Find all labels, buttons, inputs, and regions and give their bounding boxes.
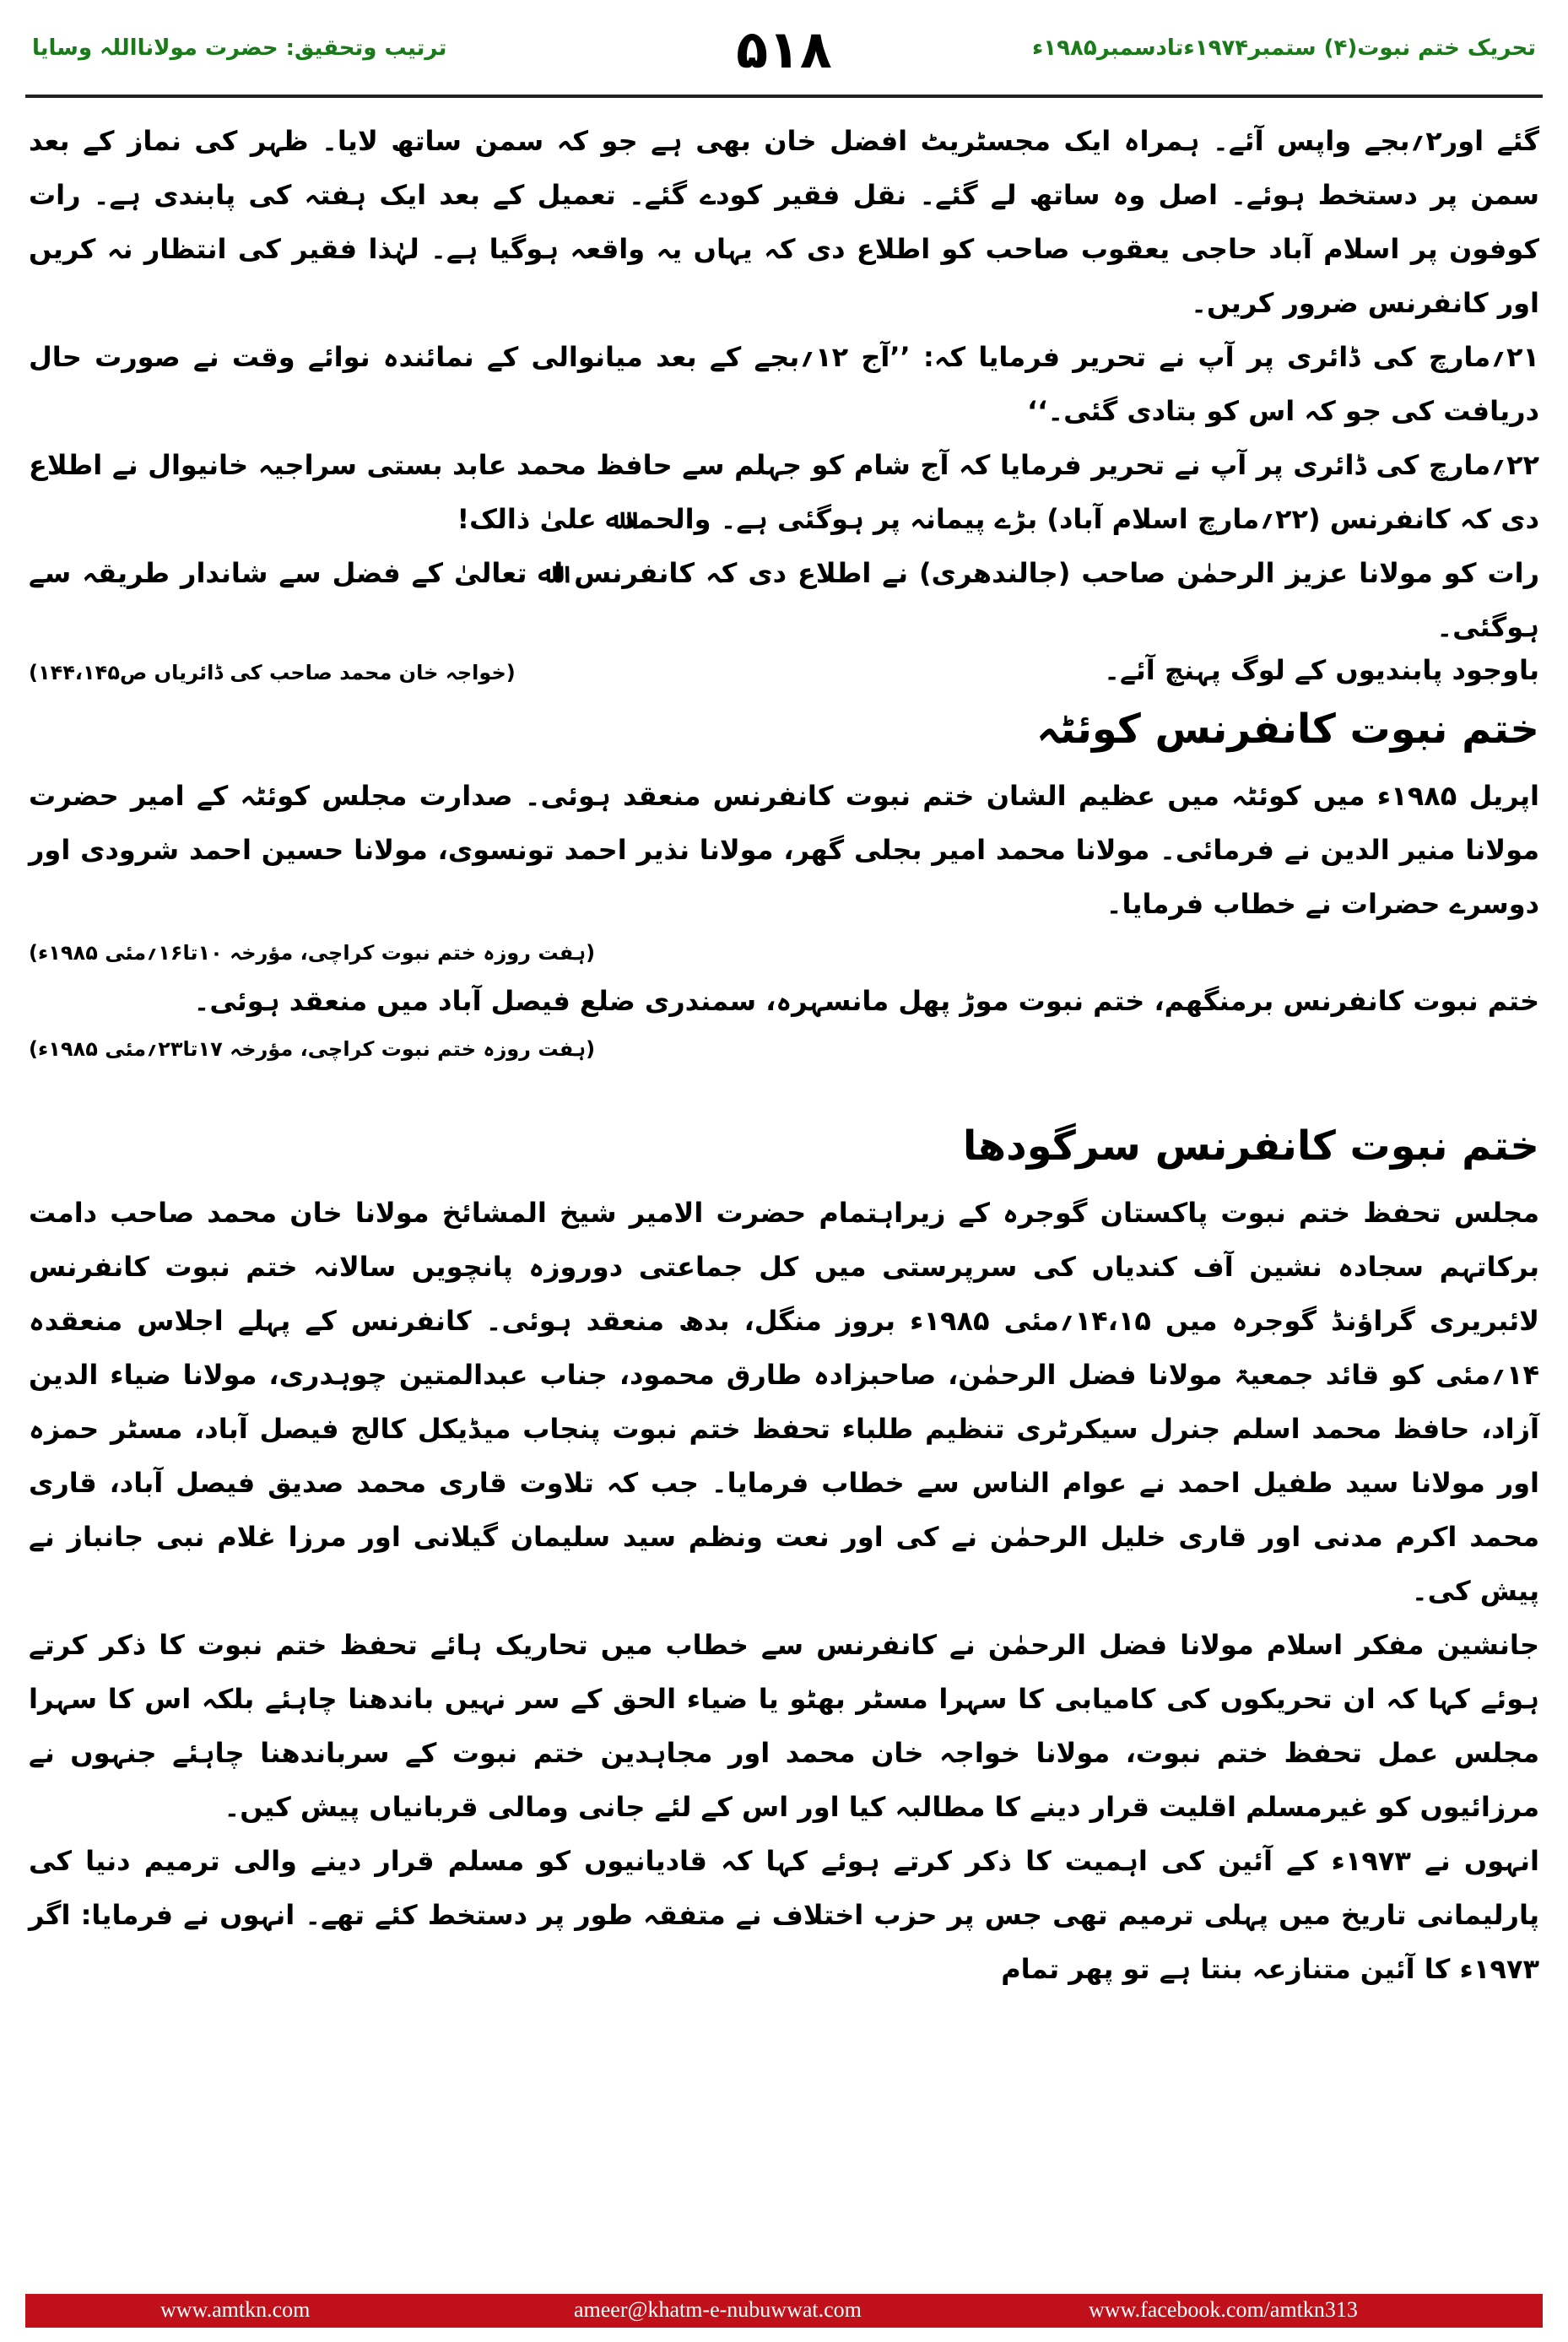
paragraph-3: ۲۲؍مارچ کی ڈائری پر آپ نے تحریر فرمایا کہ آج شام کو جہلم سے حافظ محمد عابد بستی سراجیہ خانیوال نے اطلاع دی کہ کانفرنس (۲۲؍مارچ اسلام آباد) بڑے پیمانہ پر ہوگئی ہے۔ والحمدﷲ علیٰ ذالک! [29,449,1539,535]
section-heading-quetta: ختم نبوت کانفرنس کوئٹہ [1036,706,1539,753]
paragraph-6: ختم نبوت کانفرنس برمنگھم، ختم نبوت موڑ پھل مانسہرہ، سمندری ضلع فیصل آباد میں منعقد ہوئی۔ [193,985,1539,1017]
page-body [29,114,1539,1996]
footer-email-link[interactable]: ameer@khatm-e-nubuwwat.com [574,2297,862,2322]
header-divider [25,95,1543,98]
page-footer [25,2294,1543,2328]
paragraph-4-tail: باوجود پابندیوں کے لوگ پہنچ آئے۔ [1104,654,1539,686]
paragraph-6-source: (ہفت روزہ ختم نبوت کراچی، مؤرخہ ۱۷تا۲۳؍مئی ۱۹۸۵ء) [29,1037,596,1061]
series-title: تحریک ختم نبوت(۴) ستمبر۱۹۷۴ءتادسمبر۱۹۸۵ء [1031,35,1536,61]
footer-facebook-link[interactable]: www.facebook.com/amtkn313 [1089,2297,1358,2322]
compiler-credit: ترتیب وتحقیق: حضرت مولانااللہ وسایا [32,35,447,61]
page-header [0,0,1568,93]
section-heading-sargodha: ختم نبوت کانفرنس سرگودھا [962,1122,1539,1170]
paragraph-2: ۲۱؍مارچ کی ڈائری پر آپ نے تحریر فرمایا کہ: ’’آج ۱۲؍بجے کے بعد میانوالی کے نمائندہ نوائے وقت نے صورت حال دریافت کی جو کہ اس کو بتادی گئی۔‘‘ [29,341,1540,427]
footer-website-link[interactable]: www.amtkn.com [160,2297,311,2322]
paragraph-1: گئے اور۲؍بجے واپس آئے۔ ہمراہ ایک مجسٹریٹ افضل خان بھی ہے جو کہ سمن ساتھ لایا۔ ظہر کی نماز کے بعد سمن پر دستخط ہوئے۔ اصل وہ ساتھ لے گئے۔ نقل فقیر کودے گئے۔ تعمیل کے بعد ایک ہفتہ کی پابندی ہے۔ رات کوفون پر اسلام آباد حاجی یعقوب صاحب کو اطلاع دی کہ یہاں یہ واقعہ ہوگیا ہے۔ لہٰذا فقیر کی انتظار نہ کریں اور کانفرنس ضرور کریں۔ [29,125,1540,319]
page-number: ۵۱۸ [736,19,832,80]
paragraph-4-tail-row [29,654,1539,686]
paragraph-5: اپریل ۱۹۸۵ء میں کوئٹہ میں عظیم الشان ختم نبوت کانفرنس منعقد ہوئی۔ صدارت مجلس کوئٹہ کے امیر حضرت مولانا منیر الدین نے فرمائی۔ مولانا محمد امیر بجلی گھر، مولانا نذیر احمد تونسوی، مولانا حسین احمد شرودی اور دوسرے حضرات نے خطاب فرمایا۔ [29,780,1540,920]
paragraph-4: رات کو مولانا عزیز الرحمٰن صاحب (جالندھری) نے اطلاع دی کہ کانفرنس اﷲ تعالیٰ کے فضل سے شاندار طریقہ سے ہوگئی۔ [29,557,1539,643]
paragraph-4-source: (خواجہ خان محمد صاحب کی ڈائریاں ص۱۴۴،۱۴۵) [29,661,516,684]
paragraph-9: انہوں نے ۱۹۷۳ء کے آئین کی اہمیت کا ذکر کرتے ہوئے کہا کہ قادیانیوں کو مسلم قرار دینے والی ترمیم دنیا کی پارلیمانی تاریخ میں پہلی ترمیم تھی جس پر حزب اختلاف نے متفقہ طور پر دستخط کئے تھے۔ انہوں نے فرمایا: اگر ۱۹۷۳ء کا آئین متنازعہ بنتا ہے تو پھر تمام [29,1845,1539,1985]
paragraph-8: جانشین مفکر اسلام مولانا فضل الرحمٰن نے کانفرنس سے خطاب میں تحاریک ہائے تحفظ ختم نبوت کا ذکر کرتے ہوئے کہا کہ ان تحریکوں کی کامیابی کا سہرا مسٹر بھٹو یا ضیاء الحق کے سر نہیں باندھنا چاہئے بلکہ اس کا سہرا مجلس عمل تحفظ ختم نبوت، مولانا خواجہ خان محمد اور مجاہدین ختم نبوت کے سرباندھنا چاہئے جنہوں نے مرزائیوں کو غیرمسلم اقلیت قرار دینے کا مطالبہ کیا اور اس کے لئے جانی ومالی قربانیاں پیش کیں۔ [29,1629,1540,1823]
paragraph-7: مجلس تحفظ ختم نبوت پاکستان گوجرہ کے زیراہتمام حضرت الامیر شیخ المشائخ مولانا خان محمد صاحب دامت برکاتہم سجادہ نشین آف کندیاں کی سرپرستی میں کل جماعتی دوروزہ پانچویں سالانہ ختم نبوت کانفرنس لائبریری گراؤنڈ گوجرہ میں ۱۴،۱۵؍مئی ۱۹۸۵ء بروز منگل، بدھ منعقد ہوئی۔ کانفرنس کے پہلے اجلاس منعقدہ ۱۴؍مئی کو قائد جمعیۃ مولانا فضل الرحمٰن، صاحبزادہ طارق محمود، جناب عبدالمتین چوہدری، مولانا ضیاء الدین آزاد، حافظ محمد اسلم جنرل سیکرٹری تنظیم طلباء تحفظ ختم نبوت پنجاب میڈیکل کالج فیصل آباد، مسٹر حمزہ اور مولانا سید طفیل احمد نے عوام الناس سے خطاب فرمایا۔ جب کہ تلاوت قاری محمد صدیق فیصل آباد، قاری محمد اکرم مدنی اور قاری خلیل الرحمٰن نے کی اور نعت ونظم سید سلیمان گیلانی اور مرزا غلام نبی جانباز نے پیش کی۔ [29,1197,1540,1607]
paragraph-5-source: (ہفت روزہ ختم نبوت کراچی، مؤرخہ ۱۰تا۱۶؍مئی ۱۹۸۵ء) [29,941,596,965]
